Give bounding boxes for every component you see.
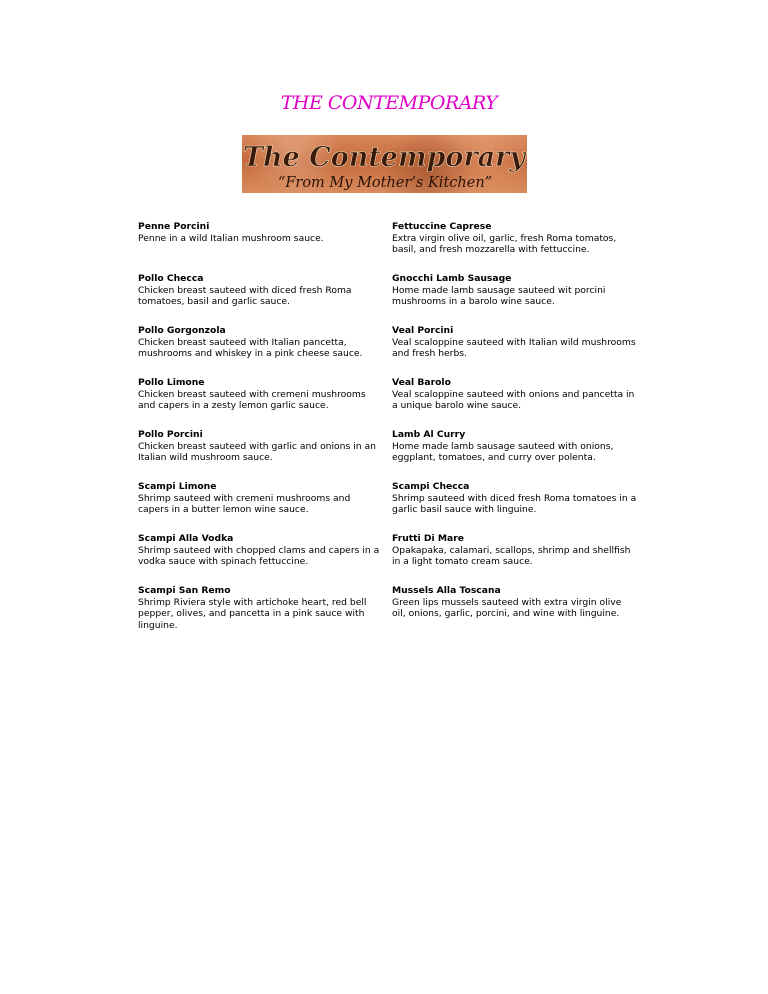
menu-item-name: Gnocchi Lamb Sausage [392, 273, 512, 284]
menu-item-name: Scampi Limone [138, 481, 217, 492]
menu-item [392, 325, 637, 377]
menu-item-name: Frutti Di Mare [392, 533, 464, 544]
logo-subtitle: “From My Mother’s Kitchen” [277, 175, 493, 191]
menu-item-description: Veal scaloppine sauteed with Italian wild mushrooms and fresh herbs. [392, 336, 636, 359]
menu-item-name: Lamb Al Curry [392, 429, 466, 440]
menu-item-description: Opakapaka, calamari, scallops, shrimp and shellfish in a light tomato cream sauce. [392, 544, 631, 567]
menu-item-name: Scampi Alla Vodka [138, 533, 234, 544]
menu-item [392, 377, 637, 429]
logo-title: The Contemporary [242, 142, 526, 173]
menu-item-description: Chicken breast sauteed with cremeni mushrooms and capers in a zesty lemon garlic sauce. [138, 388, 366, 411]
menu-item-name: Veal Porcini [392, 325, 454, 336]
menu-item-description: Penne in a wild Italian mushroom sauce. [138, 232, 324, 244]
menu-item [392, 273, 637, 325]
menu-item-description: Chicken breast sauteed with Italian pancetta, mushrooms and whiskey in a pink cheese sauce. [138, 336, 363, 359]
menu-item-description: Green lips mussels sauteed with extra virgin olive oil, onions, garlic, porcini, and wine with linguine. [392, 596, 622, 619]
menu-item-name: Pollo Porcini [138, 429, 203, 440]
menu-item-description: Veal scaloppine sauteed with onions and pancetta in a unique barolo wine sauce. [392, 388, 635, 411]
menu-item [138, 533, 383, 585]
menu-column-left [138, 221, 383, 637]
menu-item [138, 585, 383, 637]
menu-item-description: Extra virgin olive oil, garlic, fresh Roma tomatos, basil, and fresh mozzarella with fettuccine. [392, 232, 617, 255]
menu-item-description: Home made lamb sausage sauteed wit porcini mushrooms in a barolo wine sauce. [392, 284, 606, 307]
menu-column-right [392, 221, 637, 637]
menu-item [138, 221, 383, 273]
restaurant-logo [242, 135, 527, 193]
menu-item-description: Home made lamb sausage sauteed with onions, eggplant, tomatoes, and curry over polenta. [392, 440, 614, 463]
menu-item [138, 429, 383, 481]
menu-item-name: Scampi San Remo [138, 585, 231, 596]
menu-item-name: Scampi Checca [392, 481, 470, 492]
menu-item-description: Shrimp sauteed with chopped clams and capers in a vodka sauce with spinach fettuccine. [138, 544, 380, 567]
menu-item-name: Pollo Checca [138, 273, 204, 284]
menu-item [392, 533, 637, 585]
menu-item [138, 273, 383, 325]
menu-item-description: Shrimp Riviera style with artichoke heart, red bell pepper, olives, and pancetta in a pink sauce with linguine. [138, 596, 367, 631]
menu-item [138, 481, 383, 533]
menu-item-name: Mussels Alla Toscana [392, 585, 501, 596]
menu-item-description: Chicken breast sauteed with garlic and onions in an Italian wild mushroom sauce. [138, 440, 376, 463]
menu-item-description: Shrimp sauteed with cremeni mushrooms and capers in a butter lemon wine sauce. [138, 492, 351, 515]
logo-graphic [242, 135, 527, 193]
menu-item-name: Penne Porcini [138, 221, 210, 232]
menu-item [392, 585, 637, 637]
page-title: THE CONTEMPORARY [280, 92, 498, 114]
menu-item [392, 481, 637, 533]
menu-item-name: Fettuccine Caprese [392, 221, 492, 232]
menu-item [392, 429, 637, 481]
menu-item-name: Veal Barolo [392, 377, 451, 388]
menu-item [138, 377, 383, 429]
menu-item-description: Shrimp sauteed with diced fresh Roma tomatoes in a garlic basil sauce with linguine. [392, 492, 637, 515]
menu-item-description: Chicken breast sauteed with diced fresh Roma tomatoes, basil and garlic sauce. [138, 284, 352, 307]
menu-item-name: Pollo Gorgonzola [138, 325, 226, 336]
menu-item-name: Pollo Limone [138, 377, 205, 388]
menu-item [392, 221, 637, 273]
menu-item [138, 325, 383, 377]
